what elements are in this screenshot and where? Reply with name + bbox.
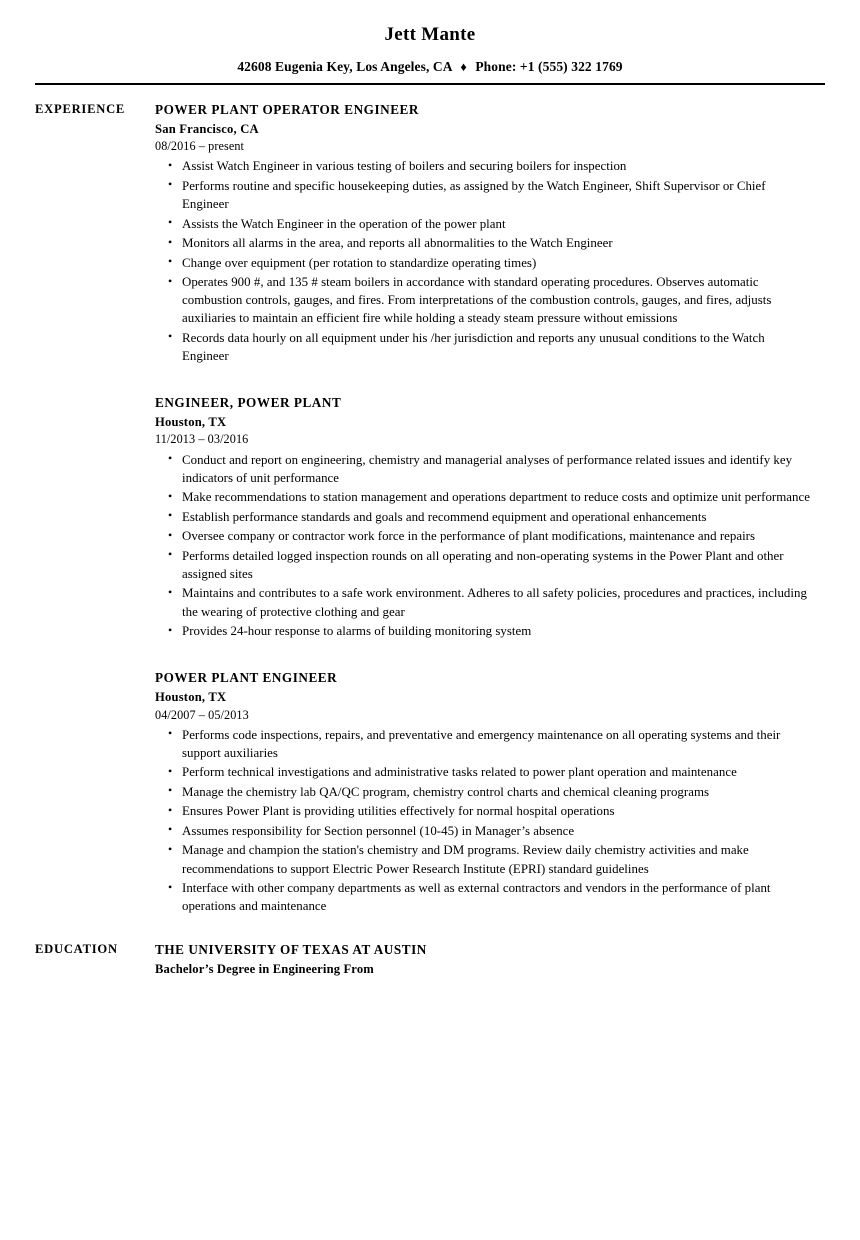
candidate-name: Jett Mante (384, 24, 476, 45)
diamond-separator-icon: ♦ (460, 59, 467, 74)
job-bullet-list (155, 157, 810, 365)
job-location: Houston, TX (155, 415, 227, 430)
job-bullet: • Assist Watch Engineer in various testing of boilers and securing boilers for inspection (155, 157, 810, 175)
job-entry (155, 394, 810, 640)
resume-body (0, 85, 860, 979)
job-entry (155, 101, 810, 365)
education-degree: Bachelor’s Degree in Engineering From (155, 962, 374, 977)
job-dates: 04/2007 – 05/2013 (155, 707, 249, 722)
section-label-experience: EXPERIENCE (35, 101, 126, 116)
job-entry (155, 669, 810, 915)
job-bullet-list (155, 726, 810, 916)
job-bullet: • Establish performance standards and goals and recommend equipment and operational enhancements (155, 508, 810, 526)
job-bullet: • Manage the chemistry lab QA/QC program, chemistry control charts and chemical cleaning programs (155, 783, 810, 801)
education-school: THE UNIVERSITY OF TEXAS AT AUSTIN (155, 942, 427, 958)
job-bullet: • Manage and champion the station's chemistry and DM programs. Review daily chemistry activities and make recommendations to support Electric Power Research Institute (EPRI) standard guidelines (155, 841, 810, 877)
contact-address: 42608 Eugenia Key, Los Angeles, CA (237, 58, 452, 74)
resume-header (0, 0, 860, 75)
education-entries (155, 941, 810, 979)
job-bullet: • Conduct and report on engineering, chemistry and managerial analyses of performance related issues and identify key indicators of unit performance (155, 451, 810, 487)
job-bullet: • Change over equipment (per rotation to standardize operating times) (155, 254, 810, 272)
job-title: POWER PLANT OPERATOR ENGINEER (155, 101, 419, 117)
contact-line (0, 59, 860, 75)
job-bullet: • Records data hourly on all equipment under his /her jurisdiction and reports any unusual conditions to the Watch Engineer (155, 329, 810, 365)
job-bullet: • Performs routine and specific housekeeping duties, as assigned by the Watch Engineer, Shift Supervisor or Chief Engineer (155, 177, 810, 213)
job-bullet: • Maintains and contributes to a safe work environment. Adheres to all safety policies, procedures and practices, including the wearing of protective clothing and gear (155, 584, 810, 620)
job-title: ENGINEER, POWER PLANT (155, 395, 342, 411)
job-bullet: • Operates 900 #, and 135 # steam boilers in accordance with standard operating procedures. Observes automatic combustion controls, gauges, and fires. From interpretations of the combustion controls, gauges, and fires, adjusts auxiliaries to maintain an efficient fire while holding a steady steam pressure without emissions (155, 273, 810, 327)
job-bullet: • Performs detailed logged inspection rounds on all operating and non-operating systems in the Power Plant and other assigned sites (155, 547, 810, 583)
section-experience (35, 101, 810, 915)
experience-entries (155, 101, 810, 915)
job-bullet: • Oversee company or contractor work force in the performance of plant modifications, maintenance and repairs (155, 527, 810, 545)
job-bullet: • Make recommendations to station management and operations department to reduce costs and optimize unit performance (155, 488, 810, 506)
job-dates: 08/2016 – present (155, 139, 245, 154)
job-bullet: • Performs code inspections, repairs, and preventative and emergency maintenance on all operating systems and their support auxiliaries (155, 726, 810, 762)
job-bullet: • Assists the Watch Engineer in the operation of the power plant (155, 215, 810, 233)
section-label-education: EDUCATION (35, 942, 118, 957)
section-education (35, 941, 810, 979)
job-bullet: • Perform technical investigations and administrative tasks related to power plant operation and maintenance (155, 763, 810, 781)
contact-phone: Phone: +1 (555) 322 1769 (475, 58, 623, 74)
job-bullet: • Ensures Power Plant is providing utilities effectively for normal hospital operations (155, 802, 810, 820)
job-bullet: • Assumes responsibility for Section personnel (10-45) in Manager’s absence (155, 822, 810, 840)
job-bullet: • Interface with other company departments as well as external contractors and vendors in the performance of plant operations and maintenance (155, 879, 810, 915)
job-location: Houston, TX (155, 690, 227, 705)
job-bullet-list (155, 451, 810, 641)
job-title: POWER PLANT ENGINEER (155, 670, 338, 686)
job-location: San Francisco, CA (155, 122, 259, 136)
job-dates: 11/2013 – 03/2016 (155, 432, 249, 447)
job-bullet: • Monitors all alarms in the area, and reports all abnormalities to the Watch Engineer (155, 234, 810, 252)
job-bullet: • Provides 24-hour response to alarms of building monitoring system (155, 622, 810, 640)
